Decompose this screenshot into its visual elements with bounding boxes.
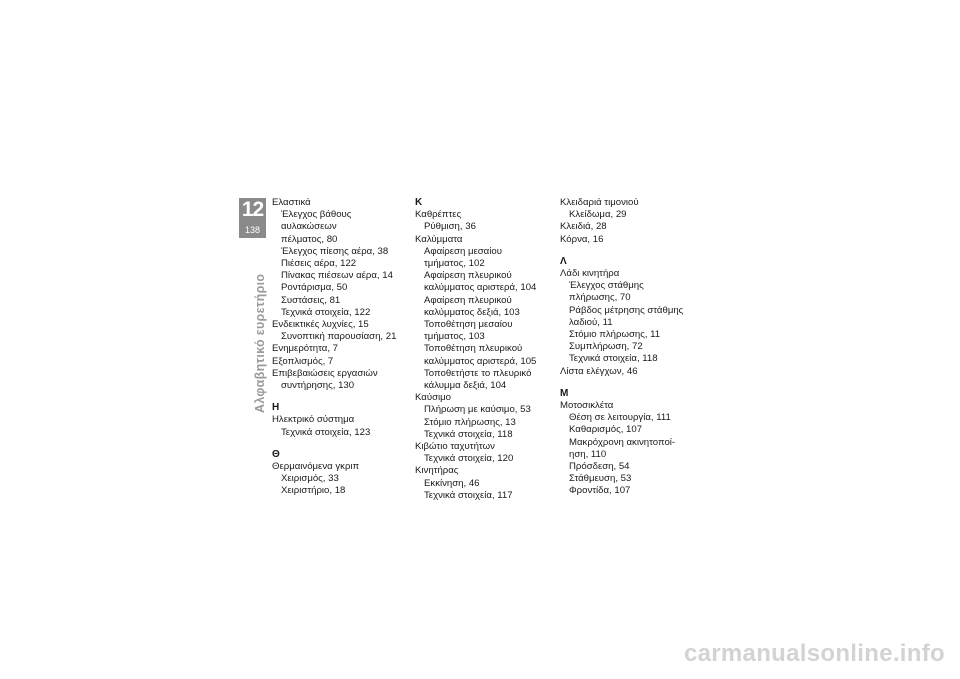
index-entry: Κόρνα, 16: [560, 233, 604, 245]
index-column-2: [415, 197, 555, 502]
index-subentry: Αφαίρεση πλευρικού: [424, 294, 512, 306]
index-subentry: Τοποθέτηση μεσαίου: [424, 319, 513, 331]
index-subentry: συντήρησης, 130: [281, 380, 355, 392]
index-entry: Θερμαινόμενα γκριπ: [272, 461, 360, 473]
index-subentry: Εκκίνηση, 46: [424, 477, 480, 489]
index-entry: Καθρέπτες: [415, 209, 462, 221]
index-entry: Κλειδιά, 28: [560, 221, 607, 233]
index-letter-heading: Κ: [415, 197, 423, 208]
index-subentry: Μακρόχρονη ακινητοποί-: [569, 436, 676, 448]
index-entry: Ενδεικτικές λυχνίες, 15: [272, 319, 369, 331]
index-subentry: καλύμματος αριστερά, 104: [424, 282, 537, 294]
index-subentry: Τεχνικά στοιχεία, 118: [569, 353, 658, 365]
index-subentry: Συμπλήρωση, 72: [569, 341, 643, 353]
index-subentry: Τεχνικά στοιχεία, 120: [424, 453, 514, 465]
watermark: carmanualsonline.info: [683, 640, 945, 667]
index-subentry: Τοποθέτηση πλευρικού: [424, 343, 523, 355]
index-letter-heading: Μ: [560, 387, 569, 399]
index-subentry: Πιέσεις αέρα, 122: [281, 258, 357, 270]
index-subentry: Αφαίρεση πλευρικού: [424, 270, 512, 282]
chapter-title: Αλφαβητικό ευρετήριο: [253, 273, 267, 413]
index-subentry: τμήματος, 102: [424, 258, 485, 270]
index-subentry: Συνοπτική παρουσίαση, 21: [281, 331, 397, 343]
index-subentry: λαδιού, 11: [569, 316, 613, 328]
index-entry: Μοτοσικλέτα: [560, 400, 614, 412]
index-subentry: πέλματος, 80: [281, 233, 338, 245]
index-subentry: Στόμιο πλήρωσης, 13: [424, 416, 516, 428]
index-subentry: Χειριστήριο, 18: [281, 485, 346, 497]
index-subentry: Θέση σε λειτουργία, 111: [569, 412, 671, 424]
index-entry: Λάδι κινητήρα: [560, 268, 620, 280]
index-subentry: τμήματος, 103: [424, 331, 485, 343]
index-subentry: καλύμματος δεξιά, 103: [424, 306, 520, 318]
index-subentry: κάλυμμα δεξιά, 104: [424, 380, 507, 392]
index-entry: Κλειδαριά τιμονιού: [560, 197, 639, 208]
index-subentry: καλύμματος αριστερά, 105: [424, 355, 537, 367]
index-entry: Λίστα ελέγχων, 46: [560, 365, 638, 377]
index-subentry: ηση, 110: [569, 448, 607, 460]
chapter-number: 12: [241, 198, 264, 221]
index-subentry: Τεχνικά στοιχεία, 117: [424, 489, 513, 501]
page-number: 138: [244, 225, 261, 235]
chapter-tab: [239, 198, 266, 238]
index-entry: Ελαστικά: [272, 197, 311, 208]
index-subentry: Πλήρωση με καύσιμο, 53: [424, 404, 531, 416]
index-subentry: Τεχνικά στοιχεία, 122: [281, 306, 371, 318]
index-subentry: Πρόσδεση, 54: [569, 461, 630, 473]
index-subentry: Χειρισμός, 33: [281, 473, 339, 485]
index-column-1: [272, 197, 407, 498]
index-subentry: Τεχνικά στοιχεία, 118: [424, 428, 513, 440]
index-subentry: Έλεγχος βάθους αυλακώσεων: [281, 209, 352, 233]
index-subentry: Συστάσεις, 81: [281, 294, 341, 306]
index-entry: Επιβεβαιώσεις εργασιών: [272, 367, 378, 379]
index-entry: Κιβώτιο ταχυτήτων: [415, 441, 495, 453]
index-subentry: Στόμιο πλήρωσης, 11: [569, 329, 661, 341]
index-letter-heading: Θ: [272, 448, 280, 460]
index-subentry: Έλεγχος πίεσης αέρα, 38: [281, 245, 389, 257]
index-subentry: πλήρωσης, 70: [569, 292, 631, 304]
index-subentry: Αφαίρεση μεσαίου: [424, 245, 502, 257]
index-subentry: Τοποθετήστε το πλευρικό: [424, 367, 532, 379]
index-subentry: Ράβδος μέτρησης στάθμης: [569, 304, 684, 316]
index-subentry: Κλείδωμα, 29: [569, 209, 627, 221]
index-subentry: Στάθμευση, 53: [569, 473, 632, 485]
index-entry: Καύσιμο: [415, 392, 451, 404]
index-column-3: [560, 197, 700, 498]
index-subentry: Καθαρισμός, 107: [569, 424, 643, 436]
index-entry: Κινητήρας: [415, 465, 459, 477]
index-entry: Ενημερότητα, 7: [272, 343, 338, 355]
index-entry: Εξοπλισμός, 7: [272, 355, 334, 367]
index-subentry: Έλεγχος στάθμης: [569, 280, 644, 292]
index-subentry: Φροντίδα, 107: [569, 485, 631, 497]
index-letter-heading: Λ: [560, 255, 567, 267]
index-letter-heading: Η: [272, 402, 280, 414]
index-subentry: Ροντάρισμα, 50: [281, 282, 348, 294]
index-subentry: Ρύθμιση, 36: [424, 221, 476, 233]
index-entry: Ηλεκτρικό σύστημα: [272, 414, 355, 426]
index-subentry: Πίνακας πιέσεων αέρα, 14: [281, 270, 393, 282]
index-entry: Καλύμματα: [415, 233, 463, 245]
index-subentry: Τεχνικά στοιχεία, 123: [281, 426, 371, 438]
